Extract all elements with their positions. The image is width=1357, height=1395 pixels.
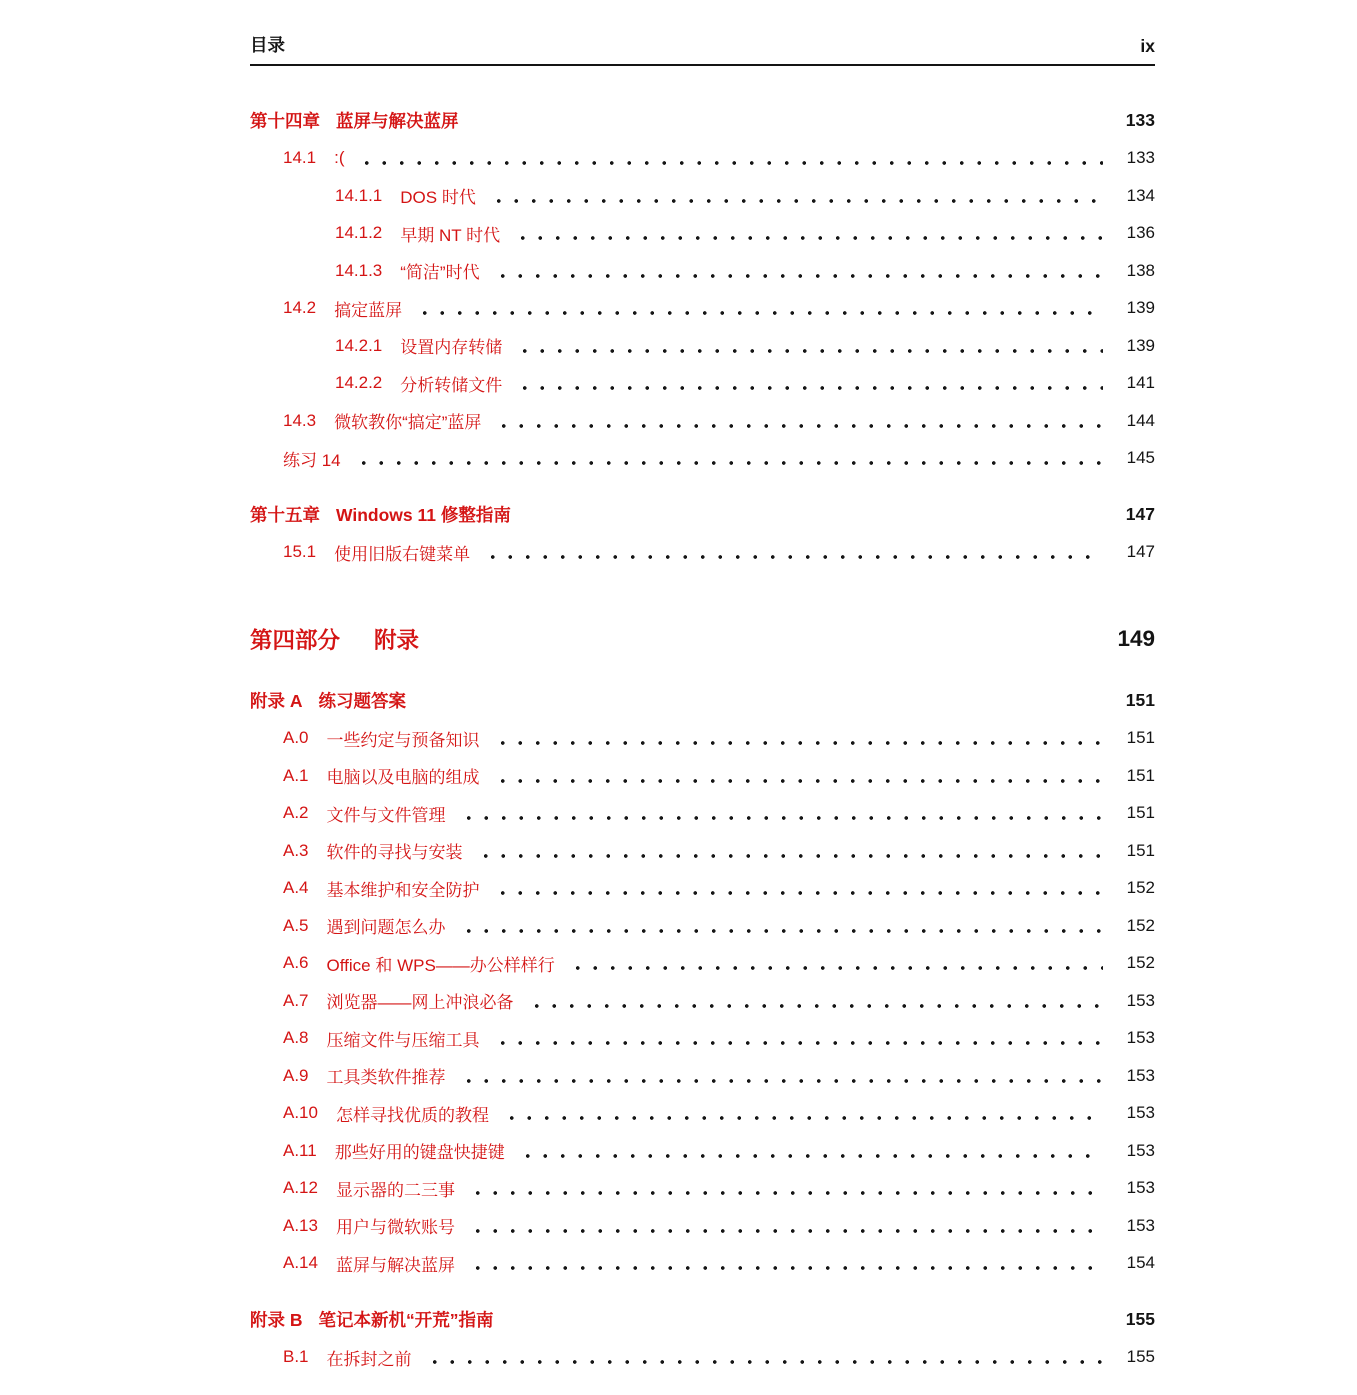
dot-leader: [488, 252, 1103, 290]
entry-page[interactable]: 155: [1125, 1309, 1155, 1330]
toc-entry[interactable]: [250, 832, 1155, 870]
entry-page[interactable]: 147: [1126, 542, 1155, 562]
toc-entry[interactable]: [250, 327, 1155, 365]
entry-title[interactable]: 工具类软件推荐: [326, 1068, 446, 1088]
toc-entry[interactable]: [250, 757, 1155, 795]
entry-title[interactable]: 软件的寻找与安装: [326, 843, 463, 863]
entry-title[interactable]: 电脑以及电脑的组成: [326, 768, 480, 788]
toc-entry[interactable]: [250, 496, 1155, 534]
page-header: [250, 32, 1155, 66]
entry-number[interactable]: A.12: [283, 1178, 318, 1198]
dot-leader: [352, 140, 1103, 178]
entry-number[interactable]: A.9: [283, 1065, 309, 1085]
dot-leader: [463, 1245, 1103, 1283]
dot-leader: [508, 215, 1103, 253]
toc-entry[interactable]: [250, 1057, 1155, 1095]
dot-leader: [420, 1339, 1103, 1377]
entry-title[interactable]: 设置内存转储: [400, 338, 503, 358]
toc-entry[interactable]: [250, 1339, 1155, 1377]
entry-number[interactable]: A.14: [283, 1253, 318, 1273]
dot-leader: [502, 1301, 1104, 1339]
entry-number[interactable]: A.1: [283, 765, 309, 785]
entry-page[interactable]: 153: [1126, 1103, 1155, 1123]
toc-entry[interactable]: [250, 720, 1155, 758]
page-heading: 目录: [250, 35, 285, 55]
entry-page[interactable]: 151: [1126, 728, 1155, 748]
toc-entry[interactable]: [250, 1301, 1155, 1339]
dot-leader: [488, 720, 1103, 758]
entry-page[interactable]: 153: [1126, 990, 1155, 1010]
entry-title[interactable]: 在拆封之前: [326, 1349, 412, 1369]
entry-page[interactable]: 152: [1126, 953, 1155, 973]
entry-page[interactable]: 144: [1126, 410, 1155, 430]
entry-title[interactable]: 文件与文件管理: [326, 805, 446, 825]
dot-leader: [497, 1095, 1103, 1133]
entry-number[interactable]: 附录 B: [250, 1310, 303, 1331]
toc-entry[interactable]: [250, 1207, 1155, 1245]
entry-number[interactable]: A.5: [283, 915, 309, 935]
entry-number[interactable]: A.6: [283, 953, 309, 973]
toc-entry[interactable]: [250, 1020, 1155, 1058]
toc-entry[interactable]: [250, 534, 1155, 572]
entry-page[interactable]: 149: [1117, 626, 1155, 651]
toc-entry[interactable]: [250, 1095, 1155, 1133]
entry-number[interactable]: 第十四章: [250, 111, 320, 132]
toc-entry[interactable]: [250, 615, 1155, 663]
toc-entry[interactable]: [250, 252, 1155, 290]
entry-title[interactable]: Windows 11 修整指南: [336, 505, 511, 526]
dot-leader: [510, 365, 1103, 403]
entry-title[interactable]: Office 和 WPS——办公样样行: [326, 955, 555, 975]
entry-page[interactable]: 154: [1126, 1253, 1155, 1273]
entry-title[interactable]: 练习 14: [283, 450, 341, 470]
dot-leader: [563, 945, 1103, 983]
entry-title[interactable]: :(: [334, 148, 345, 168]
dot-leader: [478, 534, 1103, 572]
entry-number[interactable]: 14.2.2: [335, 373, 383, 393]
dot-leader: [488, 757, 1103, 795]
entry-number[interactable]: 14.3: [283, 410, 317, 430]
entry-page[interactable]: 138: [1126, 260, 1155, 280]
entry-title[interactable]: 浏览器——网上冲浪必备: [326, 993, 514, 1013]
dot-leader: [414, 682, 1103, 720]
entry-number[interactable]: A.10: [283, 1103, 318, 1123]
toc-entry[interactable]: [250, 907, 1155, 945]
entry-page[interactable]: 147: [1125, 504, 1155, 525]
entry-title[interactable]: 蓝屏与解决蓝屏: [335, 1255, 455, 1275]
toc-entry[interactable]: [250, 1245, 1155, 1283]
entry-title[interactable]: 遇到问题怎么办: [326, 918, 446, 938]
toc-entry[interactable]: [250, 795, 1155, 833]
entry-title[interactable]: 使用旧版右键菜单: [334, 544, 471, 564]
entry-title[interactable]: 蓝屏与解决蓝屏: [336, 111, 459, 132]
table-of-contents: [250, 102, 1155, 1376]
toc-entry[interactable]: [250, 1132, 1155, 1170]
dot-leader: [454, 795, 1103, 833]
toc-entry[interactable]: [250, 982, 1155, 1020]
dot-leader: [471, 832, 1103, 870]
entry-title[interactable]: 基本维护和安全防护: [326, 880, 480, 900]
entry-number[interactable]: A.11: [283, 1140, 317, 1160]
entry-number[interactable]: 15.1: [283, 542, 317, 562]
dot-leader: [349, 440, 1103, 478]
entry-page[interactable]: 151: [1125, 690, 1155, 711]
entry-page[interactable]: 151: [1126, 803, 1155, 823]
entry-page[interactable]: 141: [1126, 373, 1155, 393]
entry-number[interactable]: 14.1: [283, 148, 317, 168]
entry-page[interactable]: 133: [1125, 110, 1155, 131]
entry-title[interactable]: 搞定蓝屏: [334, 300, 403, 320]
entry-title[interactable]: 压缩文件与压缩工具: [326, 1030, 480, 1050]
toc-entry[interactable]: [250, 365, 1155, 403]
entry-title[interactable]: 练习题答案: [318, 691, 406, 712]
dot-leader: [410, 290, 1103, 328]
dot-leader: [488, 870, 1103, 908]
entry-number[interactable]: A.7: [283, 990, 309, 1010]
entry-number[interactable]: A.8: [283, 1028, 309, 1048]
toc-entry[interactable]: [250, 870, 1155, 908]
dot-leader: [513, 1132, 1103, 1170]
entry-title[interactable]: 用户与微软账号: [335, 1218, 455, 1238]
entry-number[interactable]: A.2: [283, 803, 309, 823]
entry-number[interactable]: 14.2.1: [335, 335, 383, 355]
toc-entry[interactable]: [250, 402, 1155, 440]
entry-number[interactable]: 第四部分: [250, 628, 341, 653]
dot-leader: [484, 177, 1103, 215]
entry-page[interactable]: 153: [1126, 1178, 1155, 1198]
dot-leader: [510, 327, 1103, 365]
entry-number[interactable]: 第十五章: [250, 505, 320, 526]
entry-page[interactable]: 145: [1126, 448, 1155, 468]
entry-page[interactable]: 153: [1126, 1215, 1155, 1235]
entry-page[interactable]: 151: [1126, 840, 1155, 860]
toc-entry[interactable]: [250, 102, 1155, 140]
entry-title[interactable]: 分析转储文件: [400, 375, 503, 395]
entry-title[interactable]: 那些好用的键盘快捷键: [334, 1143, 505, 1163]
entry-number[interactable]: A.0: [283, 728, 309, 748]
entry-page[interactable]: 139: [1126, 335, 1155, 355]
dot-leader: [463, 1170, 1103, 1208]
dot-leader: [519, 496, 1103, 534]
toc-entry[interactable]: [250, 177, 1155, 215]
entry-title[interactable]: “简洁”时代: [400, 263, 480, 283]
entry-page[interactable]: 153: [1126, 1140, 1155, 1160]
page-number-roman: ix: [1140, 36, 1155, 56]
entry-page[interactable]: 155: [1126, 1347, 1155, 1367]
toc-entry[interactable]: [250, 215, 1155, 253]
entry-number[interactable]: A.13: [283, 1215, 318, 1235]
entry-title[interactable]: 怎样寻找优质的教程: [335, 1105, 489, 1125]
entry-title[interactable]: 早期 NT 时代: [400, 225, 501, 245]
toc-entry[interactable]: [250, 945, 1155, 983]
dot-leader: [522, 982, 1103, 1020]
entry-title[interactable]: 笔记本新机“开荒”指南: [318, 1310, 494, 1331]
dot-leader: [454, 1057, 1103, 1095]
dot-leader: [467, 102, 1104, 140]
entry-page[interactable]: 136: [1126, 223, 1155, 243]
entry-title[interactable]: 显示器的二三事: [335, 1180, 455, 1200]
dot-leader: [463, 1207, 1103, 1245]
entry-number[interactable]: 14.2: [283, 298, 317, 318]
entry-number[interactable]: 附录 A: [250, 691, 303, 712]
entry-page[interactable]: 152: [1126, 915, 1155, 935]
entry-title[interactable]: 微软教你“搞定”蓝屏: [334, 413, 482, 433]
entry-page[interactable]: 139: [1126, 298, 1155, 318]
entry-number[interactable]: 14.1.3: [335, 260, 383, 280]
entry-title[interactable]: 一些约定与预备知识: [326, 730, 480, 750]
entry-page[interactable]: 151: [1126, 765, 1155, 785]
entry-title[interactable]: DOS 时代: [400, 188, 476, 208]
toc-entry[interactable]: [250, 1170, 1155, 1208]
entry-number[interactable]: 14.1.2: [335, 223, 383, 243]
entry-page[interactable]: 152: [1126, 878, 1155, 898]
dot-leader: [427, 615, 1103, 663]
entry-title[interactable]: 附录: [374, 628, 420, 653]
entry-page[interactable]: 153: [1126, 1065, 1155, 1085]
dot-leader: [488, 1020, 1103, 1058]
toc-entry[interactable]: [250, 140, 1155, 178]
dot-leader: [489, 402, 1103, 440]
dot-leader: [454, 907, 1103, 945]
entry-number[interactable]: A.3: [283, 840, 309, 860]
entry-number[interactable]: 14.1.1: [335, 185, 383, 205]
entry-number[interactable]: A.4: [283, 878, 309, 898]
entry-page[interactable]: 133: [1126, 148, 1155, 168]
entry-number[interactable]: B.1: [283, 1347, 309, 1367]
toc-entry[interactable]: [250, 682, 1155, 720]
toc-page: [0, 32, 1357, 1395]
toc-entry[interactable]: [250, 290, 1155, 328]
toc-entry[interactable]: [250, 440, 1155, 478]
entry-page[interactable]: 153: [1126, 1028, 1155, 1048]
entry-page[interactable]: 134: [1126, 185, 1155, 205]
